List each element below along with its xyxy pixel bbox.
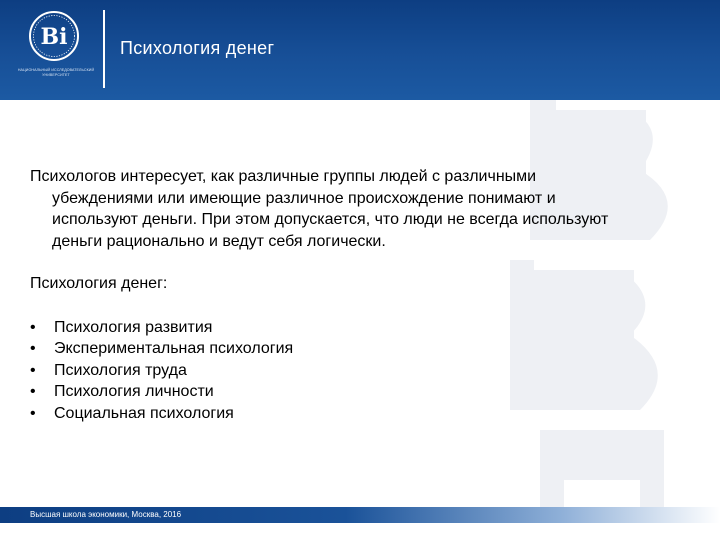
bullet-icon: • [30,383,36,400]
slide-header [0,0,720,100]
slide-body [30,166,640,424]
list-item-label: Психология личности [54,383,214,400]
footer-text: Высшая школа экономики, Москва, 2016 [30,510,182,519]
bullet-icon: • [30,361,36,379]
header-divider [103,10,105,88]
list-item [30,403,640,425]
list-item [30,381,640,403]
list-item-label: Экспериментальная психология [54,340,294,357]
svg-text:Ві: Ві [40,24,68,50]
hse-emblem-icon [28,10,80,62]
university-logo [10,8,102,92]
bullet-icon: • [30,404,36,422]
logo-caption: НАЦИОНАЛЬНЫЙ ИССЛЕДОВАТЕЛЬСКИЙ УНИВЕРСИТЕТ [17,68,95,77]
list-item-label: Социальная психология [54,404,234,422]
list-item [30,360,640,382]
list-item-label: Психология развития [54,318,213,336]
bullet-icon: • [30,318,36,336]
slide-title: Психология денег [120,38,275,58]
list-item-label: Психология труда [54,361,187,379]
bullet-list [30,317,640,425]
list-item [30,317,640,339]
intro-paragraph: Психологов интересует, как различные группы людей с различными убеждениями или имеющие различное происхождение понимают и используют деньги. При этом допускается, что люди не всегда используют деньги рационально и ведут себя логически. [30,168,609,250]
subheading: Психология денег: [30,275,168,292]
list-item [30,338,640,360]
bullet-icon: • [30,340,36,357]
